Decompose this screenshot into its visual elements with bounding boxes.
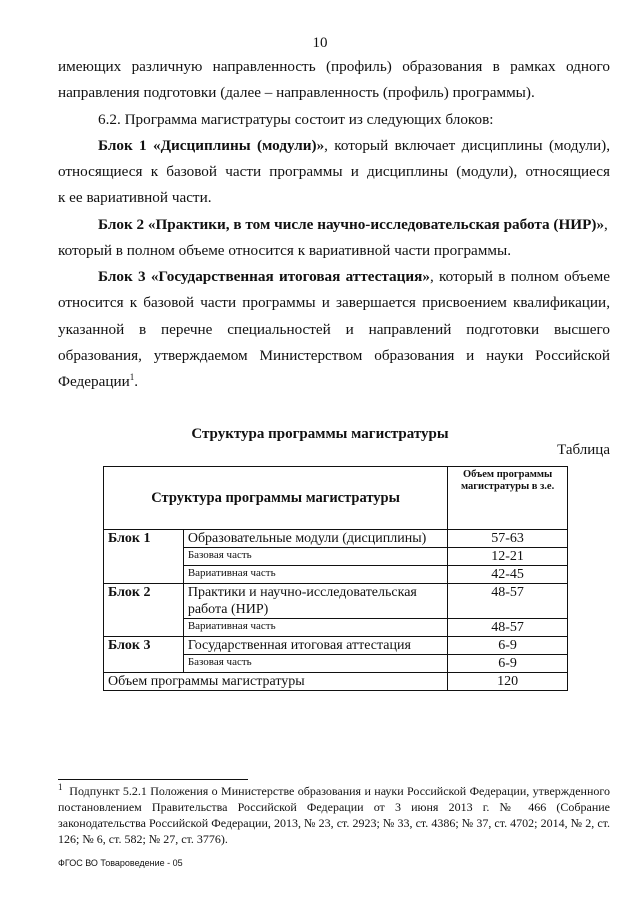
table-row <box>104 530 568 548</box>
row-name: Образовательные модули (дисциплины) <box>183 530 447 548</box>
paragraph-line: указанной в перечне специальностей и направлений подготовки высшего <box>58 321 610 338</box>
row-value: 48-57 <box>448 584 568 619</box>
paragraph-line: образования, утверждаемом Министерством образования и науки Российской <box>58 347 610 364</box>
paragraph-line: относится к базовой части программы и завершается присвоением квалификации, <box>58 294 610 311</box>
row-name: Государственная итоговая аттестация <box>183 637 447 655</box>
row-name: Базовая часть <box>183 655 447 673</box>
table-total-row <box>104 673 568 691</box>
footnote <box>58 783 610 847</box>
table-header-volume: Объем программы магистратуры в з.е. <box>448 467 568 530</box>
block-label: Блок 2 <box>104 584 184 637</box>
row-value: 6-9 <box>448 637 568 655</box>
footnote-text: Подпункт 5.2.1 Положения о Министерстве образования и науки Российской Федерации, утвержденного постановлением Правительства Российской Федерации от 3 июня 2013 г. № 466 (Собрание законодательства Российской Федерации, 2013, № 23, ст. 2923; № 33, ст. 4386; № 37, ст. 4702; 2014, № 2, ст. 126; № 6, ст. 582; № 27, ст. 3776). <box>58 784 610 846</box>
row-value: 48-57 <box>448 619 568 637</box>
row-value: 12-21 <box>448 548 568 566</box>
block3-text: , который в полном объеме <box>429 268 610 285</box>
row-name: Базовая часть <box>183 548 447 566</box>
block3-title: Блок 3 «Государственная итоговая аттестация» <box>98 268 430 285</box>
block3-paragraph-line1 <box>58 264 610 291</box>
footnote-separator <box>58 779 248 780</box>
footnote-reference[interactable]: 1 <box>129 371 135 382</box>
row-value: 6-9 <box>448 655 568 673</box>
block2-paragraph-line1 <box>58 212 610 239</box>
footnote-number: 1 <box>58 782 63 792</box>
page-number: 10 <box>312 35 328 51</box>
block1-paragraph-line1 <box>58 133 610 160</box>
table-caption: Таблица <box>557 442 610 458</box>
paragraph-line: относящиеся к базовой части программы и дисциплины (модули), относящиеся <box>58 163 610 180</box>
row-name: Вариативная часть <box>183 566 447 584</box>
block-label: Блок 3 <box>104 637 184 673</box>
row-value: 42-45 <box>448 566 568 584</box>
table-header-structure: Структура программы магистратуры <box>104 467 448 530</box>
table-title: Структура программы магистратуры <box>191 426 449 442</box>
paragraph-line: направления подготовки (далее – направленность (профиль) программы). <box>58 84 535 101</box>
block-label: Блок 1 <box>104 530 184 584</box>
block2-comma: , <box>604 216 608 233</box>
row-name: Вариативная часть <box>183 619 447 637</box>
block1-text: , который включает дисциплины (модули), <box>324 137 610 154</box>
paragraph-blocks-intro: 6.2. Программа магистратуры состоит из следующих блоков: <box>98 111 494 128</box>
block2-title: Блок 2 «Практики, в том числе научно-исследовательская работа (НИР)» <box>98 216 605 233</box>
paragraph-line: Федерации$^1$. <box>58 371 139 390</box>
table-row <box>104 637 568 655</box>
paragraph-line: который в полном объеме относится к вариативной части программы. <box>58 242 512 259</box>
paragraph-line: к ее вариативной части. <box>58 189 212 206</box>
total-label: Объем программы магистратуры <box>104 673 448 691</box>
paragraph-line: имеющих различную направленность (профиль) образования в рамках одного <box>58 58 610 75</box>
row-value: 57-63 <box>448 530 568 548</box>
block1-title: Блок 1 «Дисциплины (модули)» <box>98 137 325 154</box>
document-footer: ФГОС ВО Товароведение - 05 <box>58 858 183 868</box>
table-row <box>104 584 568 619</box>
paragraph-text: Федерации <box>58 373 130 390</box>
program-structure-table <box>103 466 568 691</box>
table-header-row <box>104 467 568 530</box>
total-value: 120 <box>448 673 568 691</box>
row-name: Практики и научно-исследовательская работа (НИР) <box>183 584 447 619</box>
